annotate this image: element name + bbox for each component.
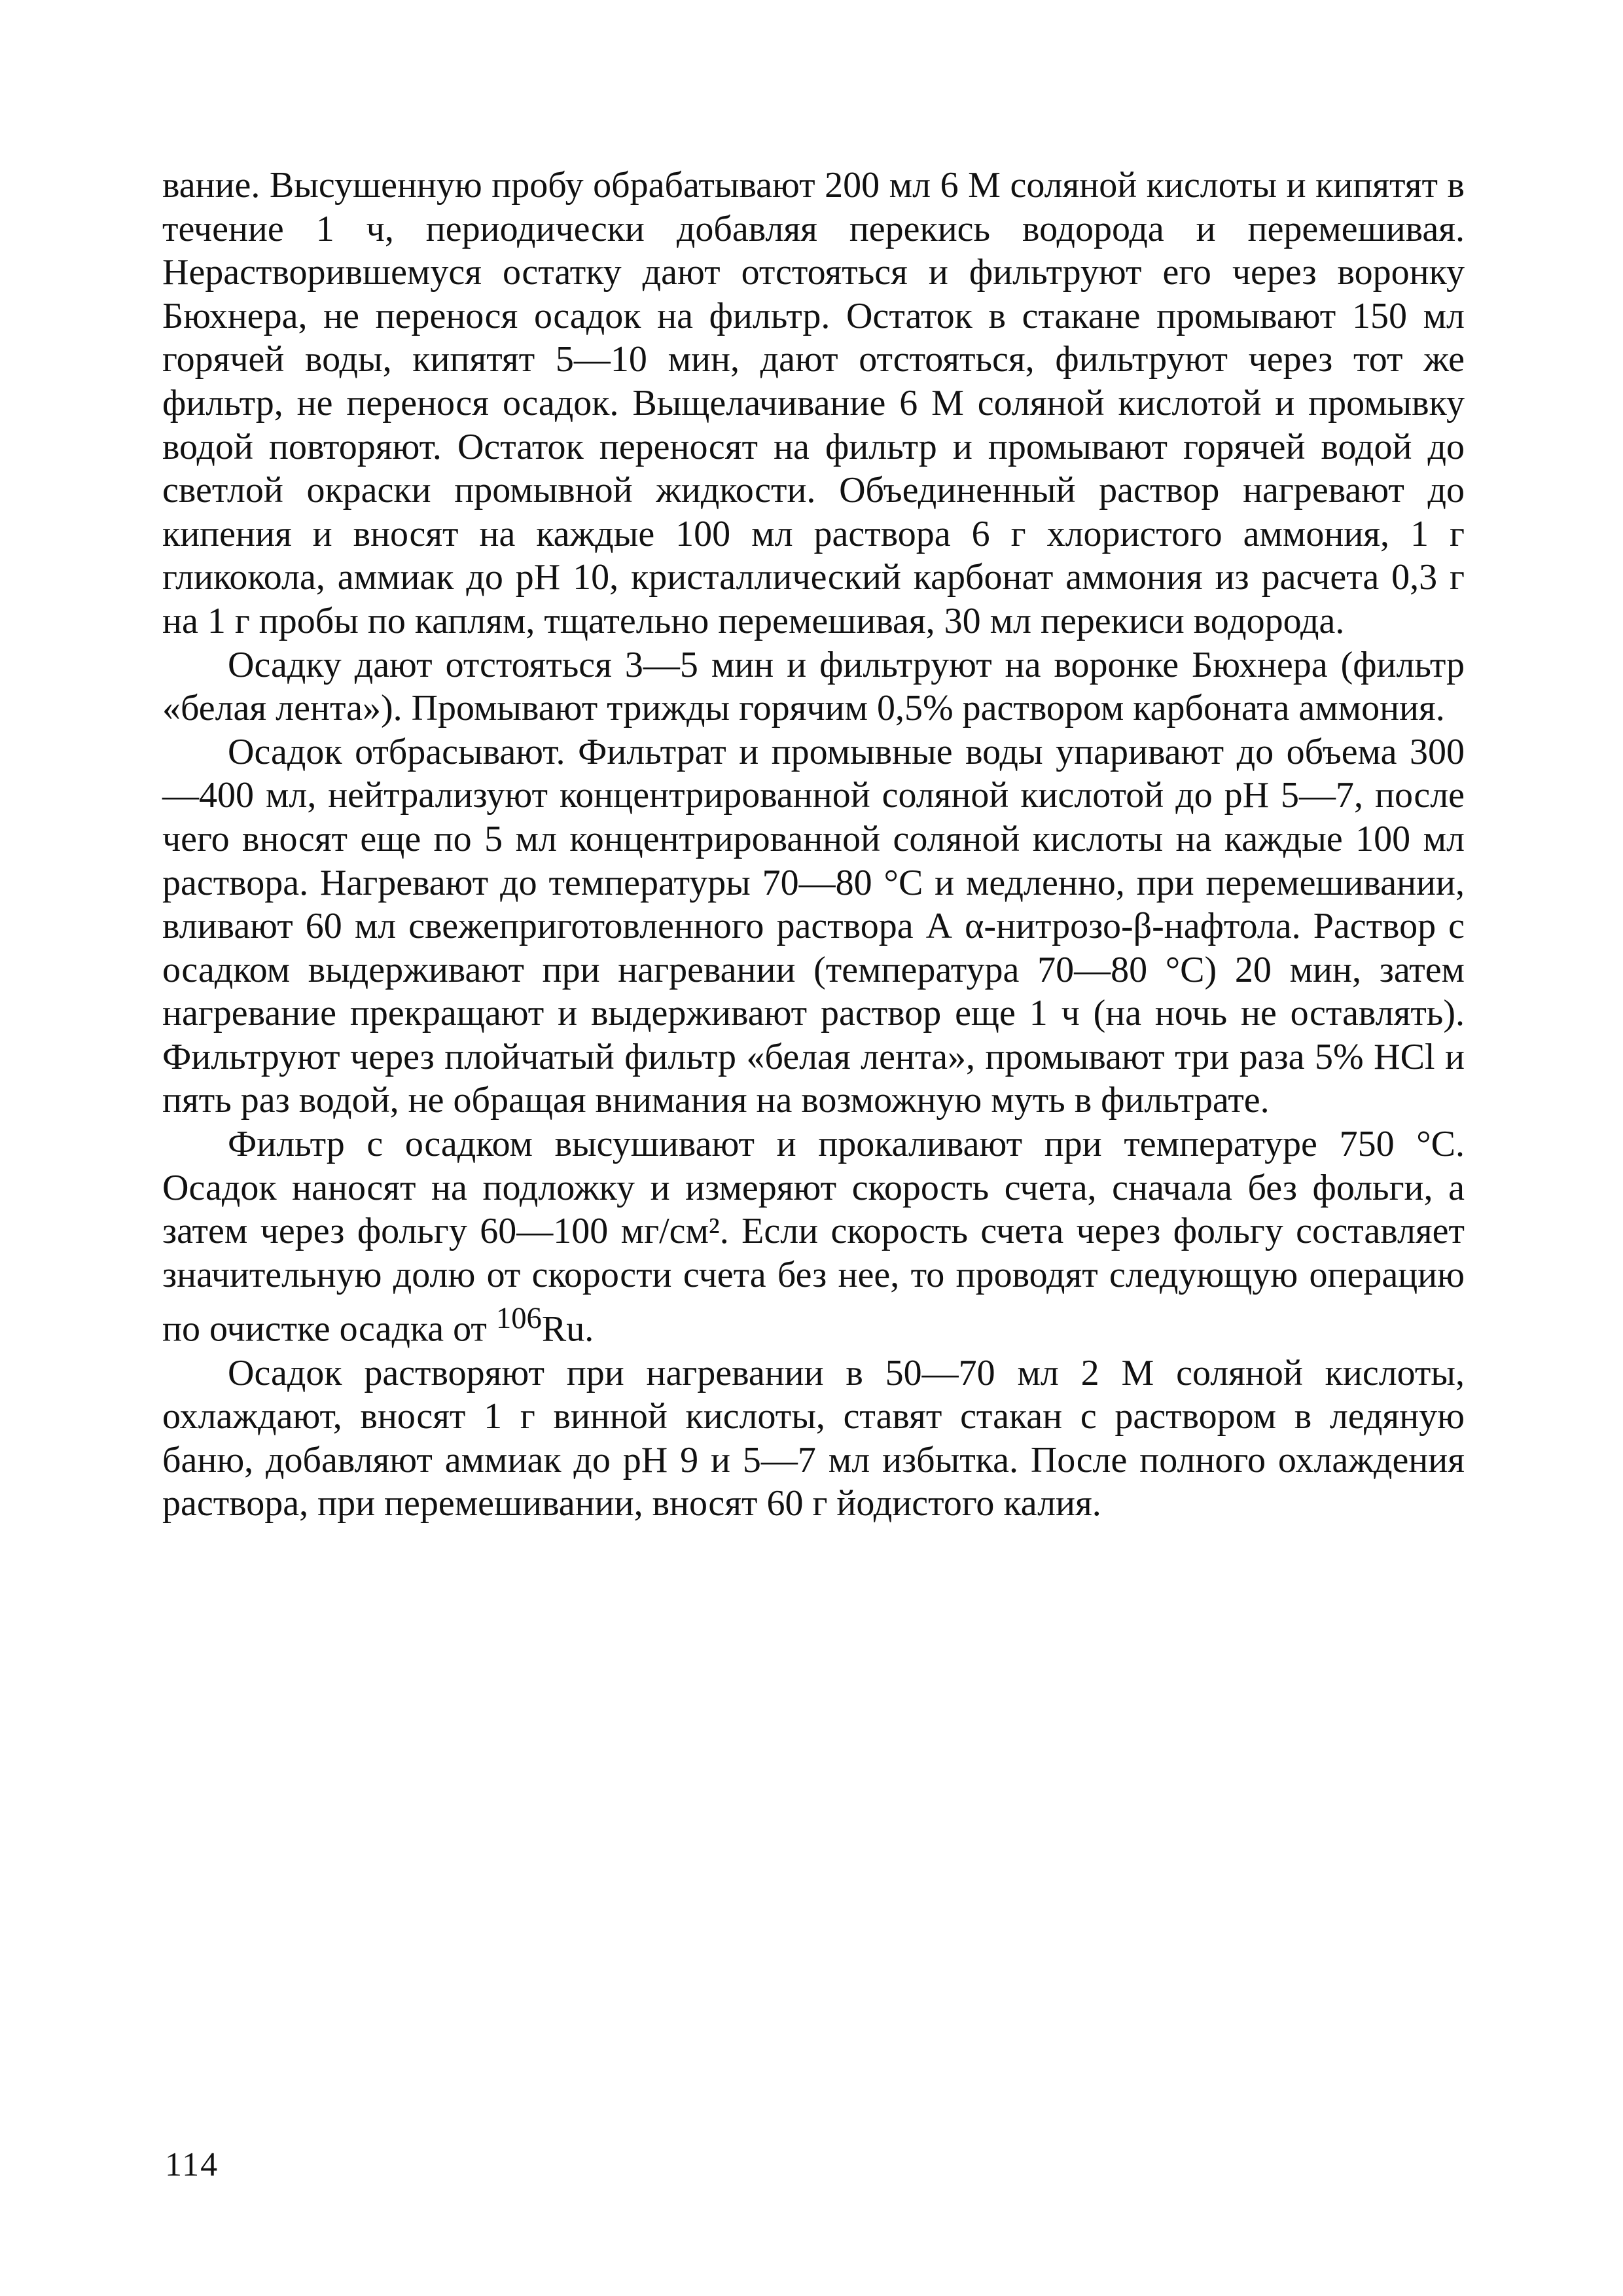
- isotope-mass-number: 106: [495, 1301, 542, 1336]
- paragraph-4: [162, 1122, 1465, 1352]
- paragraph-1: вание. Высушенную пробу обрабатывают 200 мл 6 М соляной кислоты и кипятят в течение 1 ч, периодически добавляя перекись водорода и перемешивая. Нерастворившемуся остатку дают отстояться и фильтруют его через воронку Бюхнера, не перенося осадок на фильтр. Остаток в стакане промывают 150 мл горячей воды, кипятят 5—10 мин, дают отстояться, фильтруют через тот же фильтр, не перенося осадок. Выщелачивание 6 М соляной кислотой и промывку водой повторяют. Остаток переносят на фильтр и промывают горячей водой до светлой окраски промывной жидкости. Объединенный раствор нагревают до кипения и вносят на каждые 100 мл раствора 6 г хлористого аммония, 1 г гликокола, аммиак до pH 10, кристаллический карбонат аммония из расчета 0,3 г на 1 г пробы по каплям, тщательно перемешивая, 30 мл перекиси водорода.: [162, 165, 1465, 641]
- paragraph-4-text: Фильтр с осадком высушивают и прокаливают при температуре 750 °С. Осадок наносят на подложку и измеряют скорость счета, сначала без фольги, а затем через фольгу 60—100 мг/см². Если скорость счета через фольгу составляет значительную долю от скорости счета без нее, то проводят следующую операцию по очистке осадка от: [162, 1124, 1465, 1350]
- isotope-symbol: Ru.: [541, 1309, 594, 1350]
- paragraph-2: Осадку дают отстояться 3—5 мин и фильтруют на воронке Бюхнера (фильтр «белая лента»). Промывают трижды горячим 0,5% раствором карбоната аммония.: [162, 644, 1465, 729]
- paragraph-3: Осадок отбрасывают. Фильтрат и промывные воды упаривают до объема 300—400 мл, нейтрализуют концентрированной соляной кислотой до pH 5—7, после чего вносят еще по 5 мл концентрированной соляной кислоты на каждые 100 мл раствора. Нагревают до температуры 70—80 °С и медленно, при перемешивании, вливают 60 мл свежеприготовленного раствора А α-нитрозо-β-нафтола. Раствор с осадком выдерживают при нагревании (температура 70—80 °С) 20 мин, затем нагревание прекращают и выдерживают раствор еще 1 ч (на ночь не оставлять). Фильтруют через плойчатый фильтр «белая лента», промывают три раза 5% HCl и пять раз водой, не обращая внимания на возможную муть в фильтрате.: [162, 731, 1465, 1121]
- page-body: [162, 164, 1465, 1526]
- paragraph-5: Осадок растворяют при нагревании в 50—70 мл 2 М соляной кислоты, охлаждают, вносят 1 г винной кислоты, ставят стакан с раствором в ледяную баню, добавляют аммиак до pH 9 и 5—7 мл избытка. После полного охлаждения раствора, при перемешивании, вносят 60 г йодистого калия.: [162, 1352, 1465, 1524]
- page-number: 114: [165, 2146, 219, 2183]
